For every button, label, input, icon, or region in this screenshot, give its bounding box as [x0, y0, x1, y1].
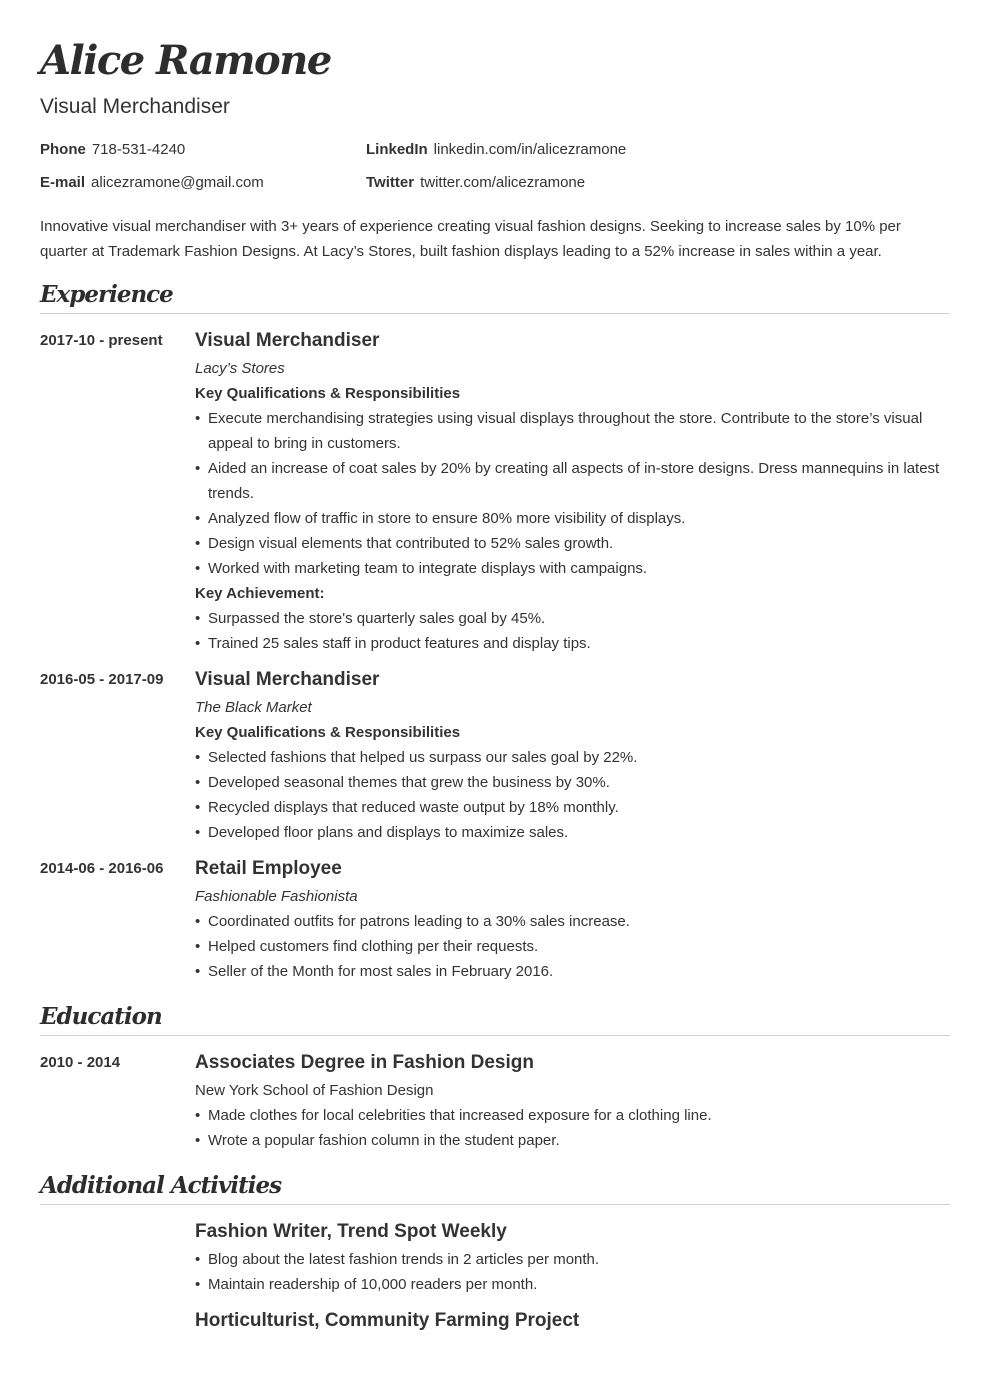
entry-degree: Associates Degree in Fashion Design: [195, 1052, 534, 1073]
entry-subheading: Key Qualifications & Responsibilities: [195, 385, 461, 402]
experience-entry: [40, 856, 950, 984]
bullet-list: [195, 406, 950, 581]
activity-entry: [40, 1308, 950, 1336]
section-title-education: Education: [40, 1003, 162, 1030]
entry-role: Visual Merchandiser: [195, 669, 380, 690]
list-item: • Selected fashions that helped us surpass our sales goal by 22%.: [195, 745, 950, 770]
experience-section: [40, 280, 950, 984]
contact-phone: [40, 139, 366, 160]
entry-body: [195, 1219, 950, 1297]
entry-dates: 2016-05 - 2017-09: [40, 671, 164, 688]
list-item: • Blog about the latest fashion trends in 2 articles per month.: [195, 1247, 950, 1272]
list-item: • Helped customers find clothing per their requests.: [195, 934, 950, 959]
section-divider: [40, 1035, 950, 1036]
candidate-name: Alice Ramone: [40, 37, 331, 84]
contact-label: Twitter: [366, 174, 415, 191]
activity-entry: [40, 1219, 950, 1297]
entry-dates-empty: [40, 1308, 195, 1336]
entry-dates: 2010 - 2014: [40, 1054, 121, 1071]
bullet-list: [195, 606, 950, 656]
contact-label: Phone: [40, 141, 86, 158]
section-title-activities: Additional Activities: [40, 1172, 282, 1199]
education-entry: [40, 1050, 950, 1153]
entry-dates: 2014-06 - 2016-06: [40, 860, 164, 877]
list-item: • Seller of the Month for most sales in February 2016.: [195, 959, 950, 984]
list-item: • Made clothes for local celebrities that increased exposure for a clothing line.: [195, 1103, 950, 1128]
list-item: • Developed floor plans and displays to maximize sales.: [195, 820, 950, 845]
entry-body: [195, 1308, 950, 1336]
activity-title: Horticulturist, Community Farming Project: [195, 1310, 580, 1331]
list-item: • Execute merchandising strategies using visual displays throughout the store. Contribute to the store’s visual appeal to bring in customers.: [195, 406, 950, 456]
entry-body: [195, 856, 950, 984]
contact-label: LinkedIn: [366, 141, 428, 158]
activity-title: Fashion Writer, Trend Spot Weekly: [195, 1221, 507, 1242]
section-title-experience: Experience: [40, 281, 173, 308]
list-item: • Trained 25 sales staff in product features and display tips.: [195, 631, 950, 656]
entry-subheading: Key Achievement:: [195, 585, 325, 602]
list-item: • Design visual elements that contributed to 52% sales growth.: [195, 531, 950, 556]
list-item: • Worked with marketing team to integrate displays with campaigns.: [195, 556, 950, 581]
job-title: Visual Merchandiser: [40, 95, 230, 118]
bullet-list: [195, 1103, 950, 1153]
entry-role: Retail Employee: [195, 858, 342, 879]
list-item: • Coordinated outfits for patrons leading to a 30% sales increase.: [195, 909, 950, 934]
entry-dates: 2017-10 - present: [40, 332, 163, 349]
entry-body: [195, 667, 950, 845]
contact-value: alicezramone@gmail.com: [91, 174, 264, 191]
contact-value: twitter.com/alicezramone: [420, 174, 586, 191]
entry-company: The Black Market: [195, 699, 312, 716]
profile-summary: Innovative visual merchandiser with 3+ years of experience creating visual fashion designs. Seeking to increase sales by 10% per quarter at Trademark Fashion Designs. At Lacy’s Stores, built fashion displays leading to a 52% increase in sales within a year.: [40, 218, 901, 260]
entry-subheading: Key Qualifications & Responsibilities: [195, 724, 461, 741]
section-divider: [40, 313, 950, 314]
contact-info: [40, 139, 950, 193]
bullet-list: [195, 745, 950, 845]
list-item: • Surpassed the store's quarterly sales goal by 45%.: [195, 606, 950, 631]
contact-label: E-mail: [40, 174, 86, 191]
bullet-list: [195, 1247, 950, 1297]
entry-company: Lacy’s Stores: [195, 360, 285, 377]
contact-value: linkedin.com/in/alicezramone: [433, 141, 627, 158]
entry-school: New York School of Fashion Design: [195, 1082, 434, 1099]
education-section: [40, 1002, 950, 1153]
entry-body: [195, 328, 950, 656]
list-item: • Maintain readership of 10,000 readers per month.: [195, 1272, 950, 1297]
bullet-list: [195, 909, 950, 984]
entry-company: Fashionable Fashionista: [195, 888, 358, 905]
contact-twitter: [366, 172, 766, 193]
entry-body: [195, 1050, 950, 1153]
experience-entry: [40, 328, 950, 656]
list-item: • Wrote a popular fashion column in the student paper.: [195, 1128, 950, 1153]
section-divider: [40, 1204, 950, 1205]
contact-value: 718-531-4240: [91, 141, 186, 158]
list-item: • Aided an increase of coat sales by 20% by creating all aspects of in-store designs. Dress mannequins in latest trends.: [195, 456, 950, 506]
list-item: • Recycled displays that reduced waste output by 18% monthly.: [195, 795, 950, 820]
contact-linkedin: [366, 139, 766, 160]
entry-dates-empty: [40, 1219, 195, 1297]
entry-role: Visual Merchandiser: [195, 330, 380, 351]
experience-entry: [40, 667, 950, 845]
contact-email: [40, 172, 366, 193]
activities-section: [40, 1171, 950, 1336]
list-item: • Developed seasonal themes that grew the business by 30%.: [195, 770, 950, 795]
list-item: • Analyzed flow of traffic in store to ensure 80% more visibility of displays.: [195, 506, 950, 531]
